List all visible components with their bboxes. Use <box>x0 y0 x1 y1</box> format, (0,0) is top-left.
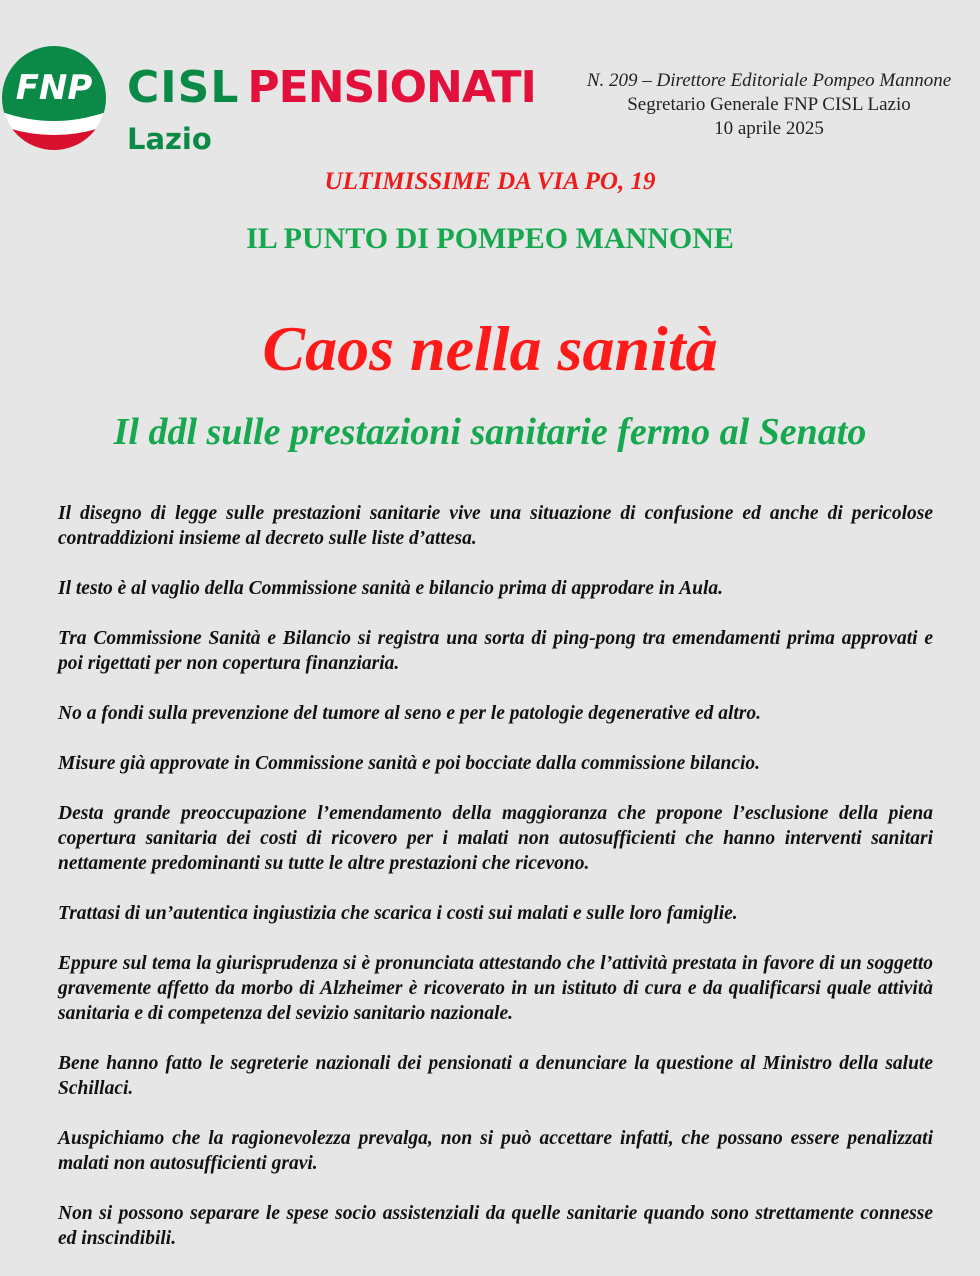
masthead-info <box>568 69 970 141</box>
brand-region: Lazio <box>127 122 212 156</box>
paragraph: Non si possono separare le spese socio assistenziali da quelle sanitarie quando sono strettamente connesse ed inscindibili. <box>58 1203 933 1249</box>
brand-pensionati: PENSIONATI <box>247 62 536 113</box>
paragraph: Bene hanno fatto le segreterie nazionali dei pensionati a denunciare la questione al Ministro della salute Schillaci. <box>58 1053 933 1099</box>
brand-cisl: CISL <box>127 62 240 113</box>
headline: Caos nella sanità <box>262 313 718 384</box>
editor-role: Segretario Generale FNP CISL Lazio <box>627 94 911 115</box>
paragraph: Auspichiamo che la ragionevolezza prevalga, non si può accettare infatti, che possano essere penalizzati malati non autosufficienti gravi. <box>58 1128 933 1174</box>
fnp-logo-icon <box>2 46 106 150</box>
issue-date: 10 aprile 2025 <box>714 118 824 139</box>
paragraph: Tra Commissione Sanità e Bilancio si registra una sorta di ping-pong tra emendamenti prima approvati e poi rigettati per non copertura finanziaria. <box>58 628 933 674</box>
paragraph: No a fondi sulla prevenzione del tumore al seno e per le patologie degenerative ed altro. <box>58 703 762 724</box>
paragraph: Eppure sul tema la giurisprudenza si è pronunciata attestando che l’attività prestata in favore di un soggetto gravemente affetto da morbo di Alzheimer è ricoverato in un istituto di cura e da qualificarsi quale attività sanitaria e di competenza del sevizio sanitario nazionale. <box>58 953 933 1024</box>
kicker: ULTIMISSIME DA VIA PO, 19 <box>324 168 656 195</box>
paragraph: Il testo è al vaglio della Commissione sanità e bilancio prima di approdare in Aula. <box>58 578 724 599</box>
subheadline: Il ddl sulle prestazioni sanitarie fermo al Senato <box>113 411 867 453</box>
article-body <box>58 501 933 1276</box>
paragraph: Trattasi di un’autentica ingiustizia che scarica i costi sui malati e sulle loro famiglie. <box>58 903 738 924</box>
issue-editor: N. 209 – Direttore Editoriale Pompeo Mannone <box>586 70 952 91</box>
paragraph: Desta grande preoccupazione l’emendamento della maggioranza che propone l’esclusione della piena copertura sanitaria dei costi di ricovero per i malati non autosufficienti che hanno interventi sanitari nettamente predominanti su tutte le altre prestazioni che ricevono. <box>58 803 933 874</box>
paragraph: Il disegno di legge sulle prestazioni sanitarie vive una situazione di confusione ed anche di pericolose contraddizioni insieme al decreto sulle liste d’attesa. <box>58 503 933 549</box>
brand-wordmark <box>127 62 536 113</box>
fnp-logo-badge <box>2 46 106 150</box>
paragraph: Misure già approvate in Commissione sanità e poi bocciate dalla commissione bilancio. <box>58 753 761 774</box>
column-title: IL PUNTO DI POMPEO MANNONE <box>246 222 734 255</box>
fnp-logo-text: FNP <box>15 68 93 108</box>
